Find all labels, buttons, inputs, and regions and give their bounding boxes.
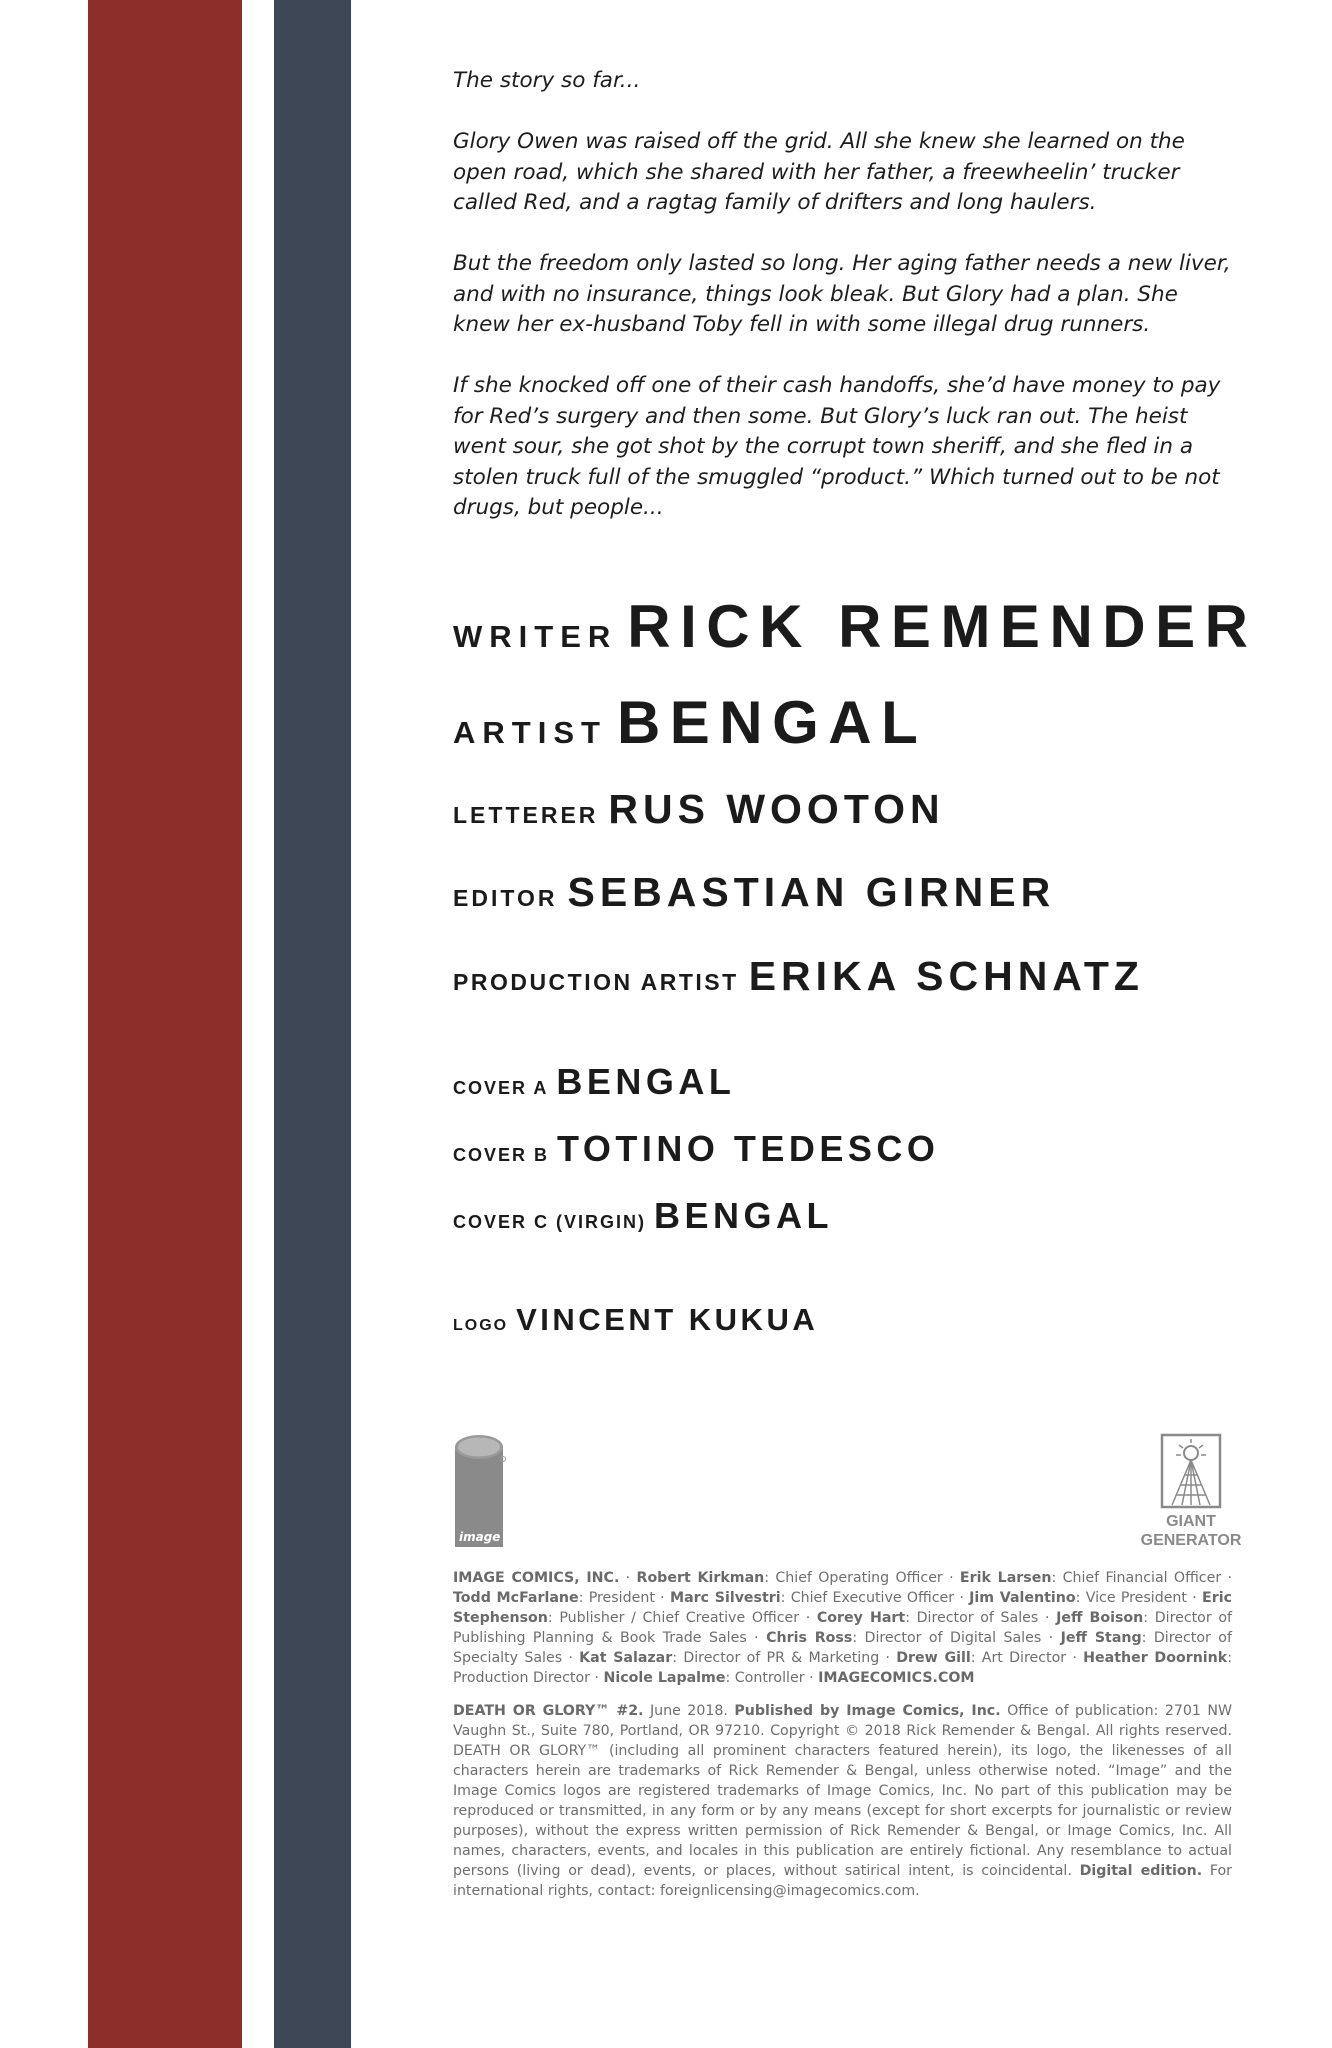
credit-name: TOTINO TEDESCO (557, 1128, 940, 1169)
credit-name: ERIKA SCHNATZ (748, 953, 1144, 999)
legal-edition: Digital edition. (1079, 1863, 1203, 1879)
credit-role: COVER A (453, 1078, 549, 1098)
staff-title: Director of Specialty Sales (453, 1630, 1232, 1666)
company-name: IMAGE COMICS, INC. (453, 1570, 620, 1586)
image-staff-list: IMAGE COMICS, INC. · Robert Kirkman: Chief Operating Officer · Erik Larsen: Chief Financial Officer · Todd McFarlane: President · Marc Silvestri: Chief Executive Officer · Jim Valentino: Vice President · Eric Stephenson: Publisher / Chief Creative Officer · Corey Hart: Director of Sales · Jeff Boison: Director of Publishing Planning & Book Trade Sales · Chris Ross: Director of Digital Sales · Jeff Stang: Director of Specialty Sales · Kat Salazar: Director of PR & Marketing · Drew Gill: Art Director · Heather Doornink: Production Director · Nicole Lapalme: Controller · IMAGECOMICS.COM (453, 1570, 1233, 1686)
story-intro: The story so far... (453, 68, 641, 93)
legal-rights: For international rights, contact: foreignlicensing@imagecomics.com. (453, 1863, 1232, 1899)
image-comics-logo (453, 1433, 505, 1549)
legal-date: June 2018. (649, 1703, 728, 1719)
staff-title: Director of Sales (916, 1610, 1039, 1626)
staff-title: Production Director (453, 1670, 590, 1686)
credit-production-artist (453, 953, 1144, 1000)
credit-name: BENGAL (616, 689, 928, 756)
story-recap (453, 66, 1233, 554)
staff-name: Jeff Stang (1060, 1630, 1142, 1646)
credit-role: COVER C (VIRGIN) (453, 1212, 647, 1232)
credit-name: RICK REMENDER (627, 593, 1258, 660)
credit-role: LOGO (453, 1317, 509, 1334)
red-stripe (88, 0, 242, 2048)
credit-name: SEBASTIAN GIRNER (567, 869, 1056, 915)
credit-cover-c (453, 1195, 833, 1237)
legal-title: DEATH OR GLORY™ #2. (453, 1703, 644, 1719)
staff-title: Chief Executive Officer (790, 1590, 955, 1606)
credit-role: EDITOR (453, 885, 558, 911)
staff-name: Jeff Boison (1056, 1610, 1144, 1626)
credit-role: LETTERER (453, 802, 599, 828)
staff-title: Director of Digital Sales (864, 1630, 1042, 1646)
staff-name: Erik Larsen (959, 1570, 1052, 1586)
credit-artist (453, 688, 927, 757)
story-paragraph: If she knocked off one of their cash handoffs, she’d have money to pay for Red’s surgery and then some. But Glory’s luck ran out. The heist went sour, she got shot by the corrupt town sheriff, and she fled in a stolen truck full of the smuggled “product.” Which turned out to be not drugs, but people... (453, 373, 1221, 520)
staff-title: Art Director (981, 1650, 1067, 1666)
navy-stripe (274, 0, 351, 2048)
staff-title: Publisher / Chief Creative Officer (559, 1610, 800, 1626)
staff-name: Corey Hart (816, 1610, 906, 1626)
story-paragraph: Glory Owen was raised off the grid. All she knew she learned on the open road, which she shared with her father, a freewheelin’ trucker called Red, and a ragtag family of drifters and long haulers. (453, 129, 1185, 215)
legal-indicia (453, 1701, 1232, 1901)
staff-title: Controller (734, 1670, 805, 1686)
staff-name: Chris Ross (766, 1630, 853, 1646)
credit-role: COVER B (453, 1145, 550, 1165)
image-logo-text: image (459, 1530, 501, 1544)
credit-role: PRODUCTION ARTIST (453, 969, 739, 995)
credit-editor (453, 869, 1055, 916)
staff-name: Marc Silvestri (669, 1590, 781, 1606)
staff-title: Director of PR & Marketing (683, 1650, 880, 1666)
staff-name: Nicole Lapalme (603, 1670, 726, 1686)
credit-cover-b (453, 1128, 939, 1170)
credit-role: WRITER (453, 619, 618, 654)
credit-name: BENGAL (556, 1061, 736, 1102)
staff-title: President (588, 1590, 655, 1606)
legal-body: Office of publication: 2701 NW Vaughn St., Suite 780, Portland, OR 97210. Copyright © 2018 Rick Remender & Bengal. All rights reserved. DEATH OR GLORY™ (including all prominent characters featured herein), its logo, the likenesses of all characters herein are trademarks of Rick Remender & Bengal, unless otherwise noted. “Image” and the Image Comics logos are registered trademarks of Image Comics, Inc. No part of this publication may be reproduced or transmitted, in any form or by any means (except for short excerpts for journalistic or review purposes), without the express written permission of Rick Remender & Bengal, or Image Comics, Inc. All names, characters, events, and locales in this publication are entirely fictional. Any resemblance to actual persons (living or dead), events, or places, without satirical intent, is coincidental. (453, 1703, 1233, 1879)
giant-generator-logo (1140, 1433, 1242, 1549)
credit-letterer (453, 786, 945, 833)
staff-name: Heather Doornink (1083, 1650, 1228, 1666)
staff-name: Robert Kirkman (636, 1570, 765, 1586)
staff-name: Drew Gill (896, 1650, 971, 1666)
credit-name: RUS WOOTON (608, 786, 945, 832)
staff-name: Jim Valentino (969, 1590, 1076, 1606)
story-paragraph: But the freedom only lasted so long. Her aging father needs a new liver, and with no insurance, things look bleak. But Glory had a plan. She knew her ex-husband Toby fell in with some illegal drug runners. (453, 251, 1231, 337)
credit-name: BENGAL (654, 1195, 834, 1236)
staff-name: Eric Stephenson (453, 1590, 1233, 1626)
staff-title: Chief Financial Officer (1062, 1570, 1222, 1586)
staff-name: Kat Salazar (579, 1650, 673, 1666)
credit-writer (453, 592, 1257, 661)
staff-title: Director of Publishing Planning & Book Trade Sales (453, 1610, 1233, 1646)
credit-logo (453, 1302, 818, 1338)
credit-cover-a (453, 1061, 735, 1103)
legal-publisher: Published by Image Comics, Inc. (734, 1703, 1001, 1719)
website-link[interactable]: IMAGECOMICS.COM (818, 1670, 975, 1686)
credit-role: ARTIST (453, 715, 607, 750)
staff-title: Chief Operating Officer (775, 1570, 943, 1586)
gg-logo-line1: GIANT (1166, 1513, 1216, 1530)
staff-title: Vice President (1085, 1590, 1187, 1606)
credit-name: VINCENT KUKUA (516, 1302, 819, 1337)
gg-logo-line2: GENERATOR (1140, 1532, 1242, 1549)
staff-name: Todd McFarlane (453, 1590, 579, 1606)
